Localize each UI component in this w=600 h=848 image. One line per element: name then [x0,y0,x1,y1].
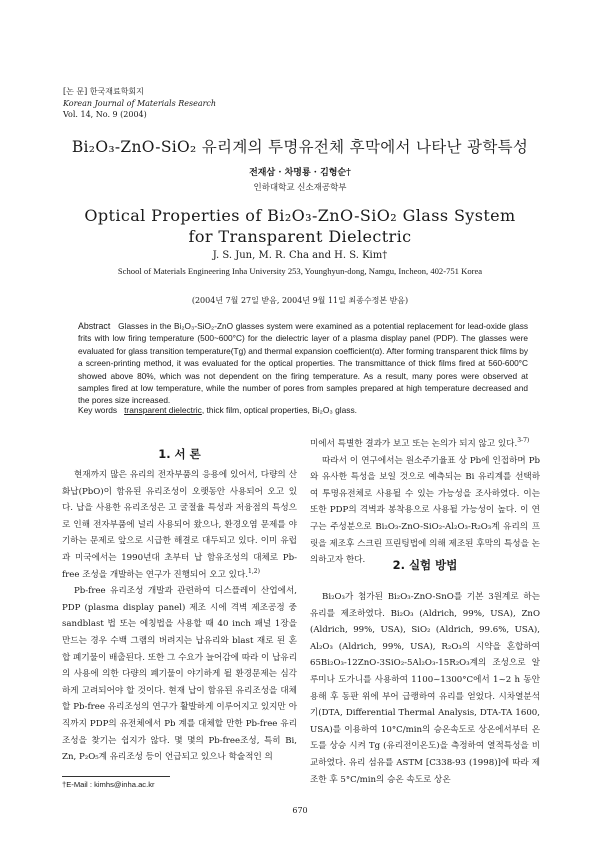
title-english-line2: for Transparent Dielectric [188,227,412,246]
footnote-divider [62,776,170,777]
left-column [62,447,297,766]
intro-paragraph-1-text: 현재까지 많은 유리의 전자부품의 응용에 있어서, 다량의 산화납(PbO)이 함유된 유리조성이 오랫동안 사용되어 오고 있다. 납을 사용한 유리조성은 고 굴절율 특성과 저융점의 특성으로 인해 전자부품에 널리 사용되어 왔으나, 환경오염 문제를 야기하는 문제로 앞으로 시급한 해결로 대두되고 있다. 이미 유럽과 미국에서는 1990년대 초부터 납 함유조성의 대체로 Pb-free 조성을 개발하는 연구가 진행되어 오고 있다. [62,470,297,580]
reference-3-7: 3-7) [517,437,530,445]
keywords-label: Key words [78,405,118,415]
authors-korean: 전재삼 · 차명룡 · 김형순† [249,168,351,178]
affiliation-korean: 인하대학교 신소재공학부 [253,183,347,193]
intro-paragraph-4: 따라서 이 연구에서는 원소주기율표 상 Pb에 인접하며 Pb와 유사한 특성을 보일 것으로 예측되는 Bi 유리계를 선택하여 투명유전체로 사용될 수 있는 가능성을 조사하였다. 이는 또한 PDP의 격벽과 봉착용으로 사용될 가능성이 높다. 이 연구는 주성분으로 Bi₂O₃-ZnO-SiO₂-Al₂O₃-R₂O₃계 유리의 프릿을 제조후 스크린 프린팅법에 의해 제조된 후막의 특성을 논의하고자 한다. [310,455,540,566]
journal-volume: Vol. 14, No. 9 (2004) [63,110,147,119]
abstract [78,320,528,407]
keywords [78,405,538,415]
journal-category: [논 문] 한국재료학회지 [63,87,144,96]
intro-paragraph-1 [62,467,297,583]
page-number: 670 [292,806,308,815]
method-paragraph-1: Bi₂O₃가 첨가된 Bi₂O₃-ZnO-SnO를 기본 3원계로 하는 유리를 제조하였다. Bi₂O₃ (Aldrich, 99%, USA), ZnO (Aldrich, 99%, USA), SiO₂ (Aldrich, 99.6%, USA), Al₂O₃ (Aldrich, 99%, USA), R₂O₃의 시약을 혼합하여 65Bi₂O₃-12ZnO-3SiO₂-5Al₂O₃-15R₂O₃계의 조성으로 알루미나 도가니를 사용하여 1100~1300°C에서 1~2 h 동안 용해 후 동판 위에 부어 급랭하여 유리를 얻었다. 시차열분석기(DTA, Differential Thermal Analysis, DTA-TA 1600, USA)를 이용하여 10°C/min의 승온속도로 상온에서부터 온도를 상승 시켜 Tg (유리전이온도)을 측정하여 열적특성을 비교하였다. 유리 섬유를 ASTM [C338-93 (1998)]에 따라 제조한 후 5°C/min의 승온 속도로 상온 [310,592,540,785]
intro-paragraph-2: Pb-free 유리조성 개발과 관련하여 디스플레이 산업에서, PDP (plasma display panel) 제조 시에 격벽 제조공정 중 sandblast 법 또는 에칭법을 사용할 때 40 inch 패널 1장을 만드는 경우 수백 그램의 버려지는 납유리와 blast 재로 된 혼합 폐기물이 배출된다. 또한 그 수요가 늘어감에 따라 이 납유리의 사용에 의한 다량의 폐기물이 야기하게 될 환경문제는 심각하게 고려되어야 할 것이다. 현재 납이 함유된 유리조성을 대체할 Pb-free 유리조성의 연구가 활발하게 이루어지고 있지만 아직까지 PDP의 유전체에서 Pb 계를 대체할 만한 Pb-free 유리조성을 찾기는 쉽지가 않다. 몇 몇의 Pb-free조성, 특히 Bi, Zn, P₂O₅계 유리조성 등이 언급되고 있으나 학술적인 의 [62,586,297,763]
affiliation-english: School of Materials Engineering Inha University 253, Younghyun-dong, Namgu, Incheon, 402-751 Korea [117,266,483,276]
keywords-rest: , thick film, optical properties, Bi₂O₃ glass. [201,405,357,415]
title-english-line1: Optical Properties of Bi₂O₃-ZnO-SiO₂ Glass System [84,206,516,225]
reference-1-2: 1,2) [248,567,260,575]
intro-paragraph-3-text: 미에서 특별한 결과가 보고 또는 논의가 되지 않고 있다. [310,439,518,449]
authors-english: J. S. Jun, M. R. Cha and H. S. Kim† [212,250,388,261]
section-method-heading: 2. 실험 방법 [392,558,458,572]
intro-paragraph-3 [310,436,540,453]
abstract-label: Abstract [78,321,111,331]
title-korean: Bi₂O₃-ZnO-SiO₂ 유리계의 투명유전체 후막에서 나타난 광학특성 [71,138,529,156]
keyword-link[interactable]: transparent dielectric [124,405,202,415]
abstract-text: Glasses in the Bi₂O₃-SiO₂-ZnO glasses system were examined as a potential replacement for lead-oxide glass frits with low firing temperature (500~600°C) for the dielectric layer of a plasma display panel (PDP). The glasses were evaluated for glass transition temperature(Tg) and thermal expansion coefficient(α). After forming transparent thick films by a screen-printing method, it was evaluated for the optical properties. The transmittance of thick films fired at 560-600°C showed above 80%, which was not dependent on the firing temperature. As a result, many pores were observed at samples fired at low temperature, while the number of pores from samples prepared at high temperature decreased and the pores size increased. [78,321,528,406]
section-introduction-heading: 1. 서 론 [158,447,201,461]
received-dates: (2004년 7월 27일 받음, 2004년 9월 11일 최종수정본 받음) [191,296,409,305]
footnote-email: †E-Mail : kimhs@inha.ac.kr [62,780,155,789]
right-column-bottom [310,589,540,788]
title-english [0,205,600,247]
right-column-top [310,436,540,569]
journal-header [63,86,216,121]
journal-name: Korean Journal of Materials Research [63,98,217,108]
